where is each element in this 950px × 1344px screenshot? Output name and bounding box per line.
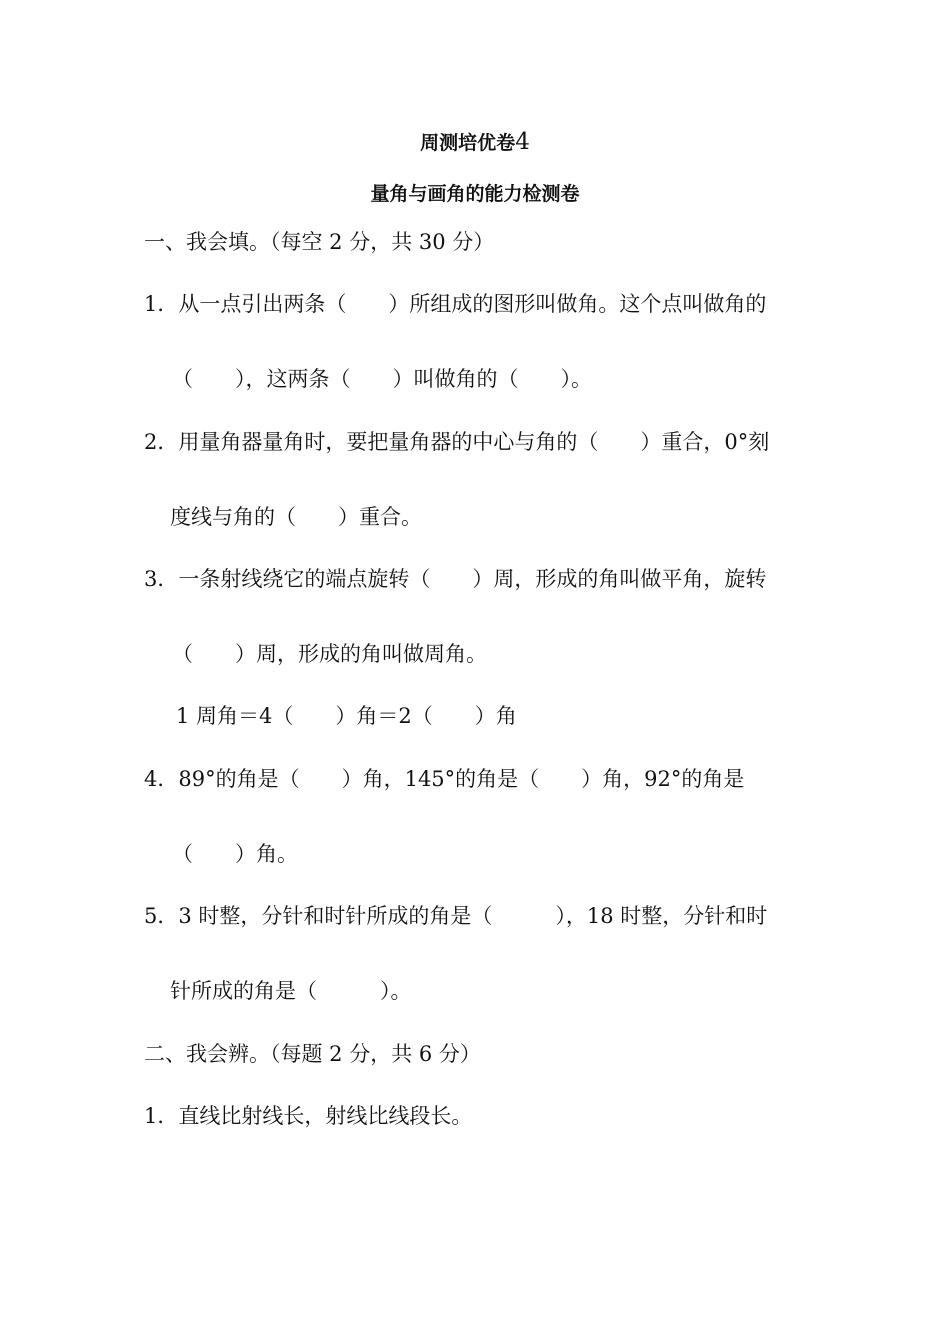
section1-heading: 一、我会填。（每空 2 分，共 30 分） [144,230,495,254]
question-2-line-1: 2．用量角器量角时，要把量角器的中心与角的（ ）重合，0°刻 [144,430,770,454]
section2-heading: 二、我会辨。（每题 2 分，共 6 分） [144,1042,481,1066]
title-text: 周测培优卷 [420,132,516,154]
question-1-line-2: （ ），这两条（ ）叫做角的（ ）。 [172,367,592,391]
section2-question-1: 1．直线比射线长，射线比线段长。 [144,1104,473,1128]
title-number: 4 [515,129,530,155]
question-5-line-1: 5．3 时整，分针和时针所成的角是（ ），18 时整，分针和时 [144,904,768,928]
worksheet-title [0,128,950,157]
worksheet-subtitle: 量角与画角的能力检测卷 [370,183,580,205]
question-4-line-2: （ ）角。 [172,842,298,866]
question-3-line-1: 3．一条射线绕它的端点旋转（ ）周，形成的角叫做平角，旋转 [144,567,767,591]
question-1-line-1: 1．从一点引出两条（ ）所组成的图形叫做角。这个点叫做角的 [144,292,767,316]
question-3-line-3: 1 周角＝4（ ）角＝2（ ）角 [176,704,517,728]
question-3-line-2: （ ）周，形成的角叫做周角。 [172,642,487,666]
question-2-line-2: 度线与角的（ ）重合。 [170,505,422,529]
question-5-line-2: 针所成的角是（ ）。 [170,979,412,1003]
question-4-line-1: 4．89°的角是（ ）角，145°的角是（ ）角，92°的角是 [144,767,745,791]
